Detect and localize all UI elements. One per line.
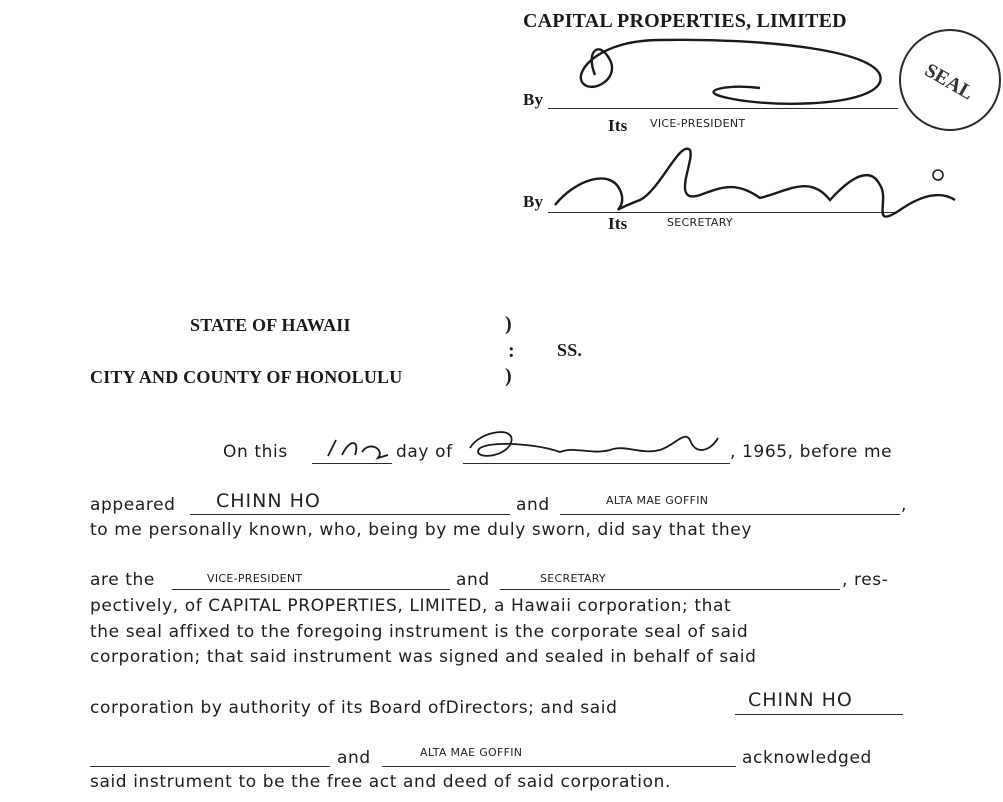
are-the-text: are the <box>90 570 155 590</box>
line-authority: corporation by authority of its Board ofDirectors; and said <box>90 698 618 718</box>
by-label-2: By <box>523 192 544 211</box>
year-tail-text: , 1965, before me <box>730 442 893 462</box>
title-2: SECRETARY <box>667 216 733 229</box>
title-b-line <box>500 589 840 590</box>
and-1-text: and <box>516 495 550 515</box>
signature-2-name: Alta Mae Goffin <box>0 0 7 1</box>
venue-colon: : <box>508 340 515 362</box>
person-1b-name: CHINN HO <box>748 689 853 711</box>
line-corporation: corporation; that said instrument was signed and sealed in behalf of said <box>90 647 757 667</box>
blank-line <box>90 766 330 767</box>
and-3-text: and <box>337 748 371 768</box>
line-respectively: pectively, of CAPITAL PROPERTIES, LIMITED, a Hawaii corporation; that <box>90 596 732 616</box>
title-1: VICE-PRESIDENT <box>650 117 746 130</box>
its-label-2: Its <box>608 214 628 233</box>
on-this-text: On this <box>223 442 288 462</box>
by-label-1: By <box>523 90 544 109</box>
venue-ss: SS. <box>557 340 583 360</box>
person-2b-name: ALTA MAE GOFFIN <box>420 746 523 759</box>
person-1-name: CHINN HO <box>216 490 321 512</box>
venue-paren-bottom: ) <box>505 365 512 387</box>
title-a-line <box>172 589 450 590</box>
comma-1: , <box>901 495 908 515</box>
title-b-text: SECRETARY <box>540 572 606 585</box>
person-2b-line <box>382 766 736 767</box>
day-of-text: day of <box>396 442 453 462</box>
acknowledged-text: acknowledged <box>742 748 872 768</box>
line-personally: to me personally known, who, being by me duly sworn, did say that they <box>90 520 753 540</box>
person-2-name: ALTA MAE GOFFIN <box>606 494 709 507</box>
venue-state: STATE OF HAWAII <box>190 315 351 335</box>
seal-text: SEAL <box>920 59 978 105</box>
line-final: said instrument to be the free act and deed of said corporation. <box>90 772 671 792</box>
title-a-text: VICE-PRESIDENT <box>207 572 303 585</box>
and-2-text: and <box>456 570 490 590</box>
venue-county: CITY AND COUNTY OF HONOLULU <box>90 367 403 387</box>
person-1-line <box>190 514 510 515</box>
line-seal: the seal affixed to the foregoing instrument is the corporate seal of said <box>90 622 749 642</box>
person-2-line <box>560 514 900 515</box>
appeared-text: appeared <box>90 495 176 515</box>
res-text: , res- <box>842 570 889 590</box>
person-1b-line <box>735 714 903 715</box>
company-name: CAPITAL PROPERTIES, LIMITED <box>523 10 847 32</box>
venue-paren-top: ) <box>505 313 512 335</box>
its-label-1: Its <box>608 116 628 135</box>
